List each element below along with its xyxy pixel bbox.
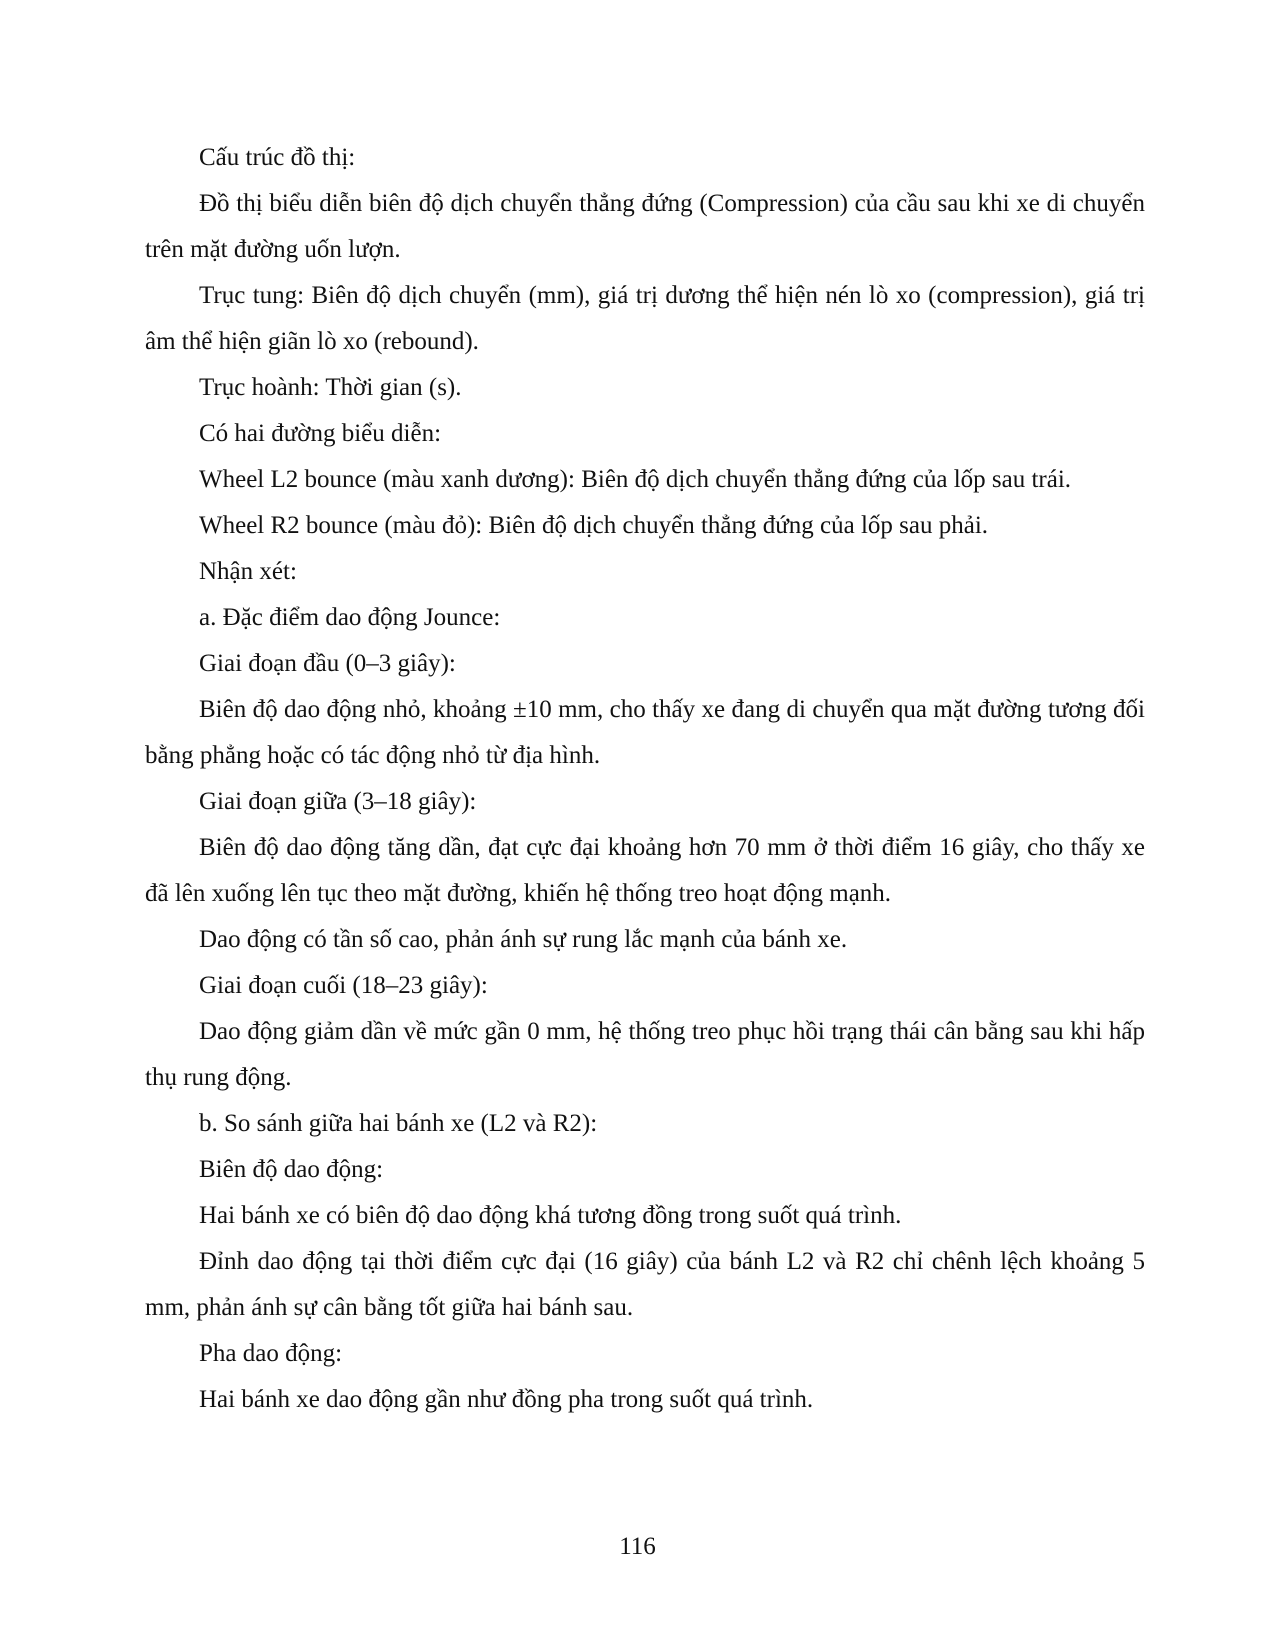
paragraph: Đỉnh dao động tại thời điểm cực đại (16 giây) của bánh L2 và R2 chỉ chênh lệch khoảng 5 mm, phản ánh sự cân bằng tốt giữa hai bánh sau. — [145, 1248, 1145, 1321]
paragraph: Giai đoạn cuối (18–23 giây): — [199, 972, 488, 999]
paragraph: Hai bánh xe dao động gần như đồng pha trong suốt quá trình. — [199, 1386, 814, 1413]
paragraph: Biên độ dao động: — [199, 1156, 384, 1183]
paragraph: a. Đặc điểm dao động Jounce: — [199, 604, 501, 631]
paragraph: Dao động giảm dần về mức gần 0 mm, hệ thống treo phục hồi trạng thái cân bằng sau khi hấp thụ rung động. — [145, 1018, 1145, 1091]
paragraph: Giai đoạn giữa (3–18 giây): — [199, 788, 477, 815]
page-number: 116 — [619, 1533, 656, 1560]
paragraph: b. So sánh giữa hai bánh xe (L2 và R2): — [199, 1110, 598, 1137]
paragraph: Trục hoành: Thời gian (s). — [199, 374, 462, 401]
paragraph: Giai đoạn đầu (0–3 giây): — [199, 650, 456, 677]
paragraph: Nhận xét: — [199, 558, 297, 585]
paragraph: Biên độ dao động nhỏ, khoảng ±10 mm, cho thấy xe đang di chuyển qua mặt đường tương đối bằng phẳng hoặc có tác động nhỏ từ địa hình. — [145, 696, 1145, 769]
paragraph: Wheel R2 bounce (màu đỏ): Biên độ dịch chuyển thẳng đứng của lốp sau phải. — [199, 512, 989, 539]
paragraph: Pha dao động: — [199, 1340, 343, 1367]
paragraph: Hai bánh xe có biên độ dao động khá tương đồng trong suốt quá trình. — [199, 1202, 902, 1229]
paragraph: Đồ thị biểu diễn biên độ dịch chuyển thẳng đứng (Compression) của cầu sau khi xe di chuyển trên mặt đường uốn lượn. — [145, 190, 1145, 263]
paragraph: Cấu trúc đồ thị: — [199, 144, 356, 171]
paragraph: Có hai đường biểu diễn: — [199, 420, 442, 447]
paragraph: Biên độ dao động tăng dần, đạt cực đại khoảng hơn 70 mm ở thời điểm 16 giây, cho thấy xe đã lên xuống lên tục theo mặt đường, khiến hệ thống treo hoạt động mạnh. — [145, 834, 1145, 907]
paragraph: Trục tung: Biên độ dịch chuyển (mm), giá trị dương thể hiện nén lò xo (compression), giá trị âm thể hiện giãn lò xo (rebound). — [145, 282, 1145, 355]
paragraph: Wheel L2 bounce (màu xanh dương): Biên độ dịch chuyển thẳng đứng của lốp sau trái. — [199, 466, 1072, 493]
paragraph: Dao động có tần số cao, phản ánh sự rung lắc mạnh của bánh xe. — [199, 926, 848, 953]
document-body — [145, 135, 1145, 1423]
